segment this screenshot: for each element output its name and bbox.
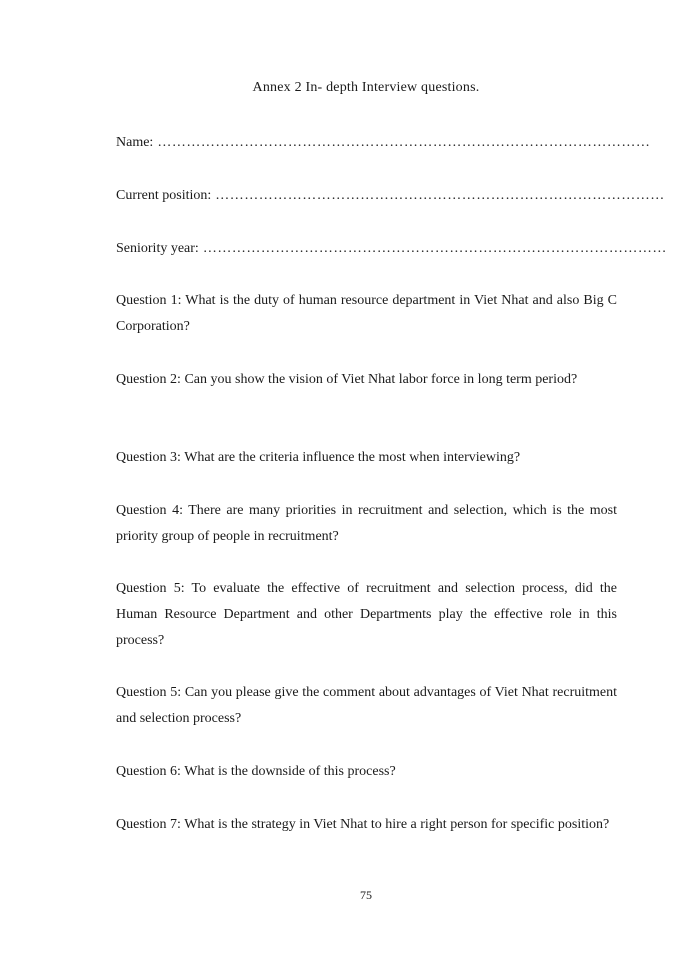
name-blank: ………………………………………………………………………………………… [157, 135, 651, 150]
question-2: Question 2: Can you show the vision of Viet Nhat labor force in long term period? [116, 372, 578, 387]
current-position-blank: ………………………………………………………………………………… [215, 188, 665, 203]
question-1: Question 1: What is the duty of human resource department in Viet Nhat and also Big C Corporation? [116, 293, 617, 334]
current-position-label: Current position: [116, 188, 212, 203]
current-position-field [116, 188, 665, 204]
question-6: Question 6: What is the downside of this process? [116, 764, 396, 779]
document-title: Annex 2 In- depth Interview questions. [252, 80, 480, 95]
page-number: 75 [360, 888, 372, 902]
question-5a: Question 5: To evaluate the effective of recruitment and selection process, did the Human Resource Department and other Departments play the effective role in this process? [116, 581, 617, 648]
question-7: Question 7: What is the strategy in Viet Nhat to hire a right person for specific position? [116, 817, 610, 832]
seniority-year-label: Seniority year: [116, 241, 199, 256]
question-3: Question 3: What are the criteria influence the most when interviewing? [116, 450, 521, 465]
name-label: Name: [116, 135, 154, 150]
question-5b: Question 5: Can you please give the comment about advantages of Viet Nhat recruitment and selection process? [116, 685, 617, 726]
seniority-year-field [116, 241, 667, 257]
question-4: Question 4: There are many priorities in recruitment and selection, which is the most priority group of people in recruitment? [116, 503, 617, 544]
name-field [116, 135, 650, 151]
seniority-year-blank: …………………………………………………………………………………… [202, 241, 667, 256]
